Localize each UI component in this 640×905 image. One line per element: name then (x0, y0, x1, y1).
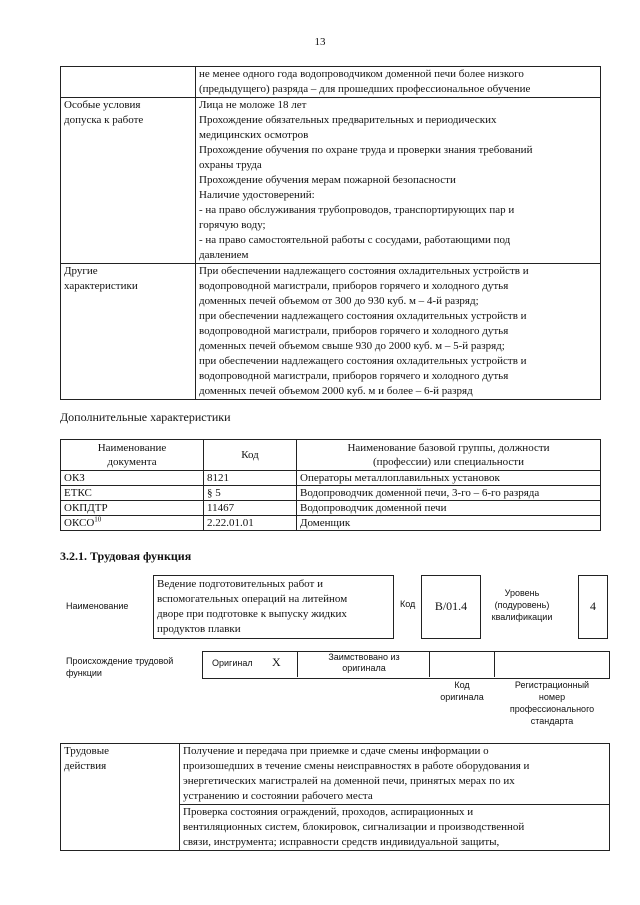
cell-name: Водопроводчик доменной печи (297, 501, 601, 516)
function-code-box: B/01.4 (421, 575, 481, 639)
cell-code: 2.22.01.01 (204, 516, 297, 531)
divider (429, 651, 430, 677)
table-header-row (61, 440, 601, 471)
cell-code: § 5 (204, 486, 297, 501)
header-document: Наименование документа (61, 440, 204, 471)
page-number: 13 (314, 36, 326, 48)
labor-function-heading: 3.2.1. Трудовая функция (60, 549, 192, 563)
row-label (61, 67, 196, 98)
table-row (61, 264, 601, 400)
header-name: Наименование базовой группы, должности (профессии) или специальности (297, 440, 601, 471)
cell-document: ОКСО$^{10}$ (61, 516, 204, 531)
row-label: Другие характеристики (61, 264, 196, 400)
registration-number-label: Регистрационный номер профессионального стандарта (509, 680, 595, 726)
cell-name: Водопроводчик доменной печи, 3-го – 6-го разряда (297, 486, 601, 501)
qualification-requirements-table (60, 66, 601, 400)
function-name-box: Ведение подготовительных работ и вспомогательных операций на литейном дворе при подготовке к выпуску жидких продуктов плавки (153, 575, 394, 639)
row-content: Лица не моложе 18 лет Прохождение обязательных предварительных и периодических медицинских осмотров Прохождение обучения по охране труда и проверки знания требований охраны труда Прохождение обучения мерам пожарной безопасности Наличие удостоверений: - на право обслуживания трубопроводов, транспортирующих пар и горячую воду; - на право самостоятельной работы с сосудами, работающими под давлением (196, 98, 601, 264)
table-row (61, 67, 601, 98)
labor-actions-table (60, 743, 610, 851)
cell-code: 8121 (204, 471, 297, 486)
name-label: Наименование (66, 601, 129, 611)
additional-characteristics-title: Дополнительные характеристики (60, 410, 231, 424)
original-label: Оригинал (212, 658, 253, 668)
origin-label: Происхождение трудовой функции (66, 656, 174, 678)
cell-document: ОКПДТР (61, 501, 204, 516)
cell-name: Операторы металлоплавильных установок (297, 471, 601, 486)
row-label: Особые условия допуска к работе (61, 98, 196, 264)
borrowed-label: Заимствовано из оригинала (328, 652, 400, 673)
table-row (61, 471, 601, 486)
table-row (61, 744, 610, 805)
table-row (61, 98, 601, 264)
header-code: Код (204, 440, 297, 471)
code-original-label: Код оригинала (440, 680, 484, 702)
row-content: Получение и передача при приемке и сдаче смены информации о произошедших в течение смены неисправностях в работе оборудования и энергетических магистралей на доменной печи, принятых мерах по их устранению и состоянии рабочего места (180, 744, 610, 805)
row-content: не менее одного года водопроводчиком доменной печи более низкого (предыдущего) разряда – для прошедших профессиональное обучение (196, 67, 601, 98)
code-label: Код (400, 599, 416, 609)
cell-document: ОКЗ (61, 471, 204, 486)
table-row (61, 501, 601, 516)
qualification-level-label: Уровень (подуровень) квалификации (491, 588, 553, 622)
row-content: При обеспечении надлежащего состояния охладительных устройств и водопроводной магистрали, приборов горячего и холодного дутья доменных печей объемом от 300 до 930 куб. м – 4-й разряд; при обеспечении надлежащего состояния охладительных устройств и водопроводной магистрали, приборов горячего и холодного дутья доменных печей объемом свыше 930 до 2000 куб. м – 5-й разряд; при обеспечении надлежащего состояния охладительных устройств и водопроводной магистрали, приборов горячего и холодного дутья доменных печей объемом 2000 куб. м и более – 6-й разряд (196, 264, 601, 400)
row-label: Трудовые действия (61, 744, 180, 851)
divider (297, 651, 298, 677)
additional-characteristics-table (60, 439, 601, 531)
cell-document: ЕТКС (61, 486, 204, 501)
divider (494, 651, 495, 677)
table-row (61, 486, 601, 501)
table-row (61, 516, 601, 531)
original-mark: X (272, 655, 281, 669)
qualification-level-box: 4 (578, 575, 608, 639)
cell-name: Доменщик (297, 516, 601, 531)
row-content: Проверка состояния ограждений, проходов, аспирационных и вентиляционных систем, блокировок, сигнализации и производственной связи, инструмента; исправности средств индивидуальной защиты, (180, 805, 610, 851)
footnote-ref: 10 (94, 515, 102, 524)
cell-code: 11467 (204, 501, 297, 516)
